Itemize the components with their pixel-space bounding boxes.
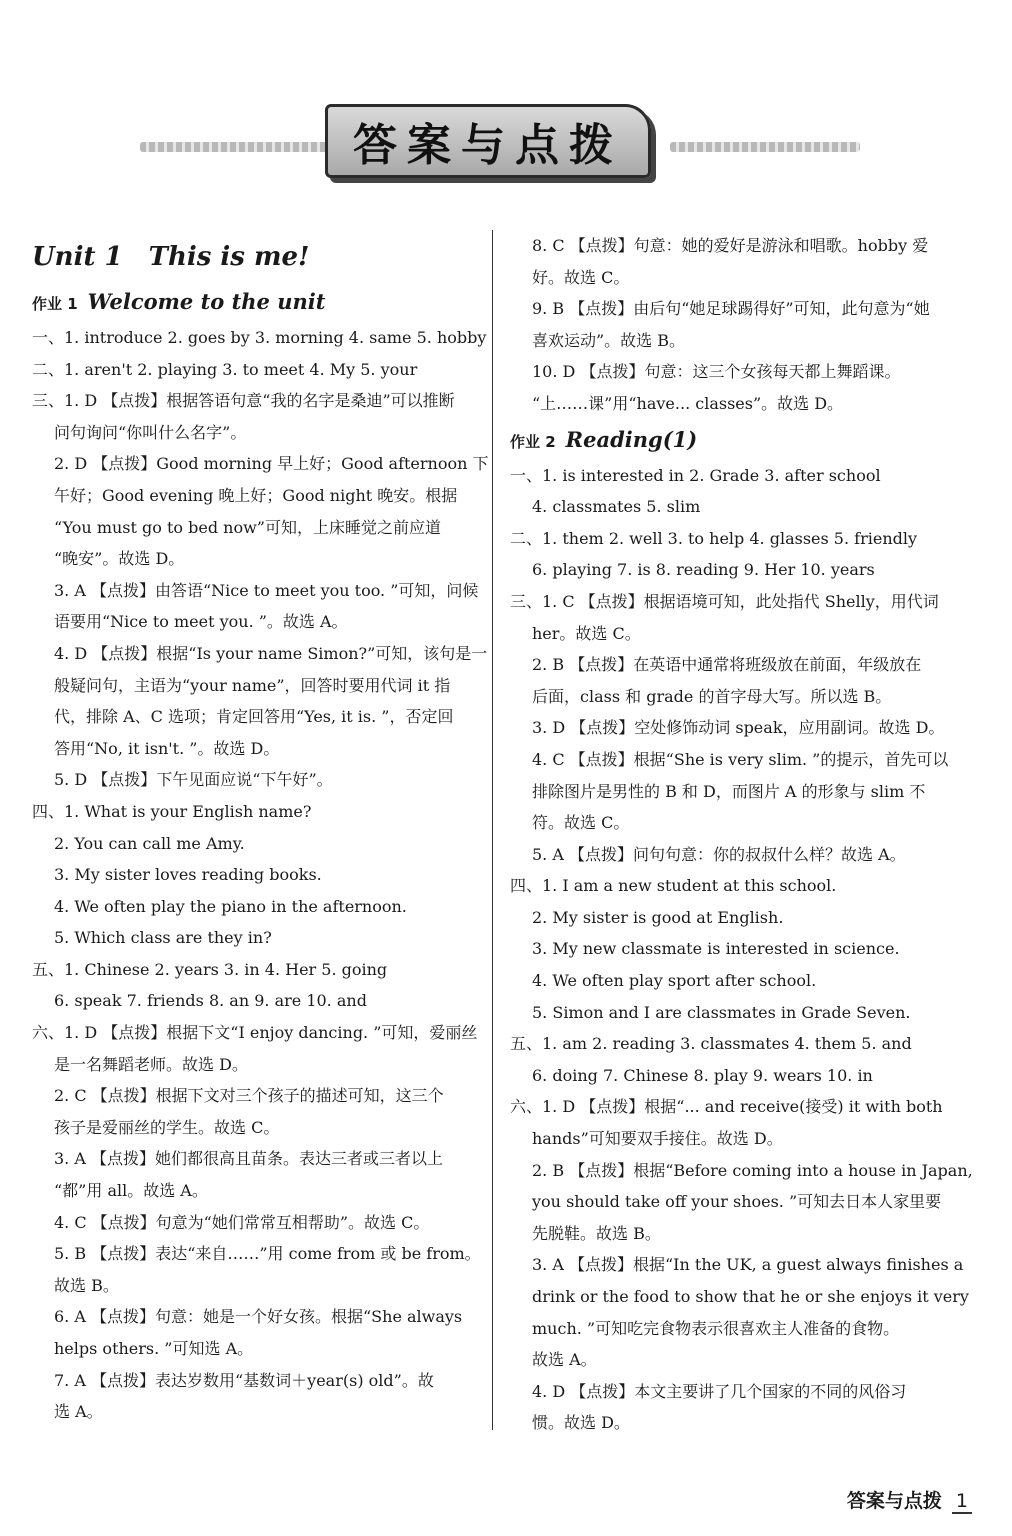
answer-line: 3. A 【点拨】根据“In the UK, a guest always finishes a [532, 1255, 964, 1275]
homework-label: 作业 1 [32, 295, 78, 313]
answer-line: 8. C 【点拨】句意：她的爱好是游泳和唱歌。hobby 爱 [532, 236, 929, 255]
answer-line: 3. A 【点拨】她们都很高且苗条。表达三者或三者以上 [54, 1149, 443, 1169]
answer-line: 语要用“Nice to meet you. ”。故选 A。 [54, 612, 348, 632]
answer-line: 好。故选 C。 [532, 267, 630, 287]
answer-line: 三、1. C 【点拨】根据语境可知，此处指代 Shelly，用代词 [510, 591, 939, 611]
answer-line: “都”用 all。故选 A。 [54, 1181, 208, 1201]
page-title: 答案与点拨 [353, 120, 623, 171]
homework-title: Welcome to the unit [87, 289, 326, 314]
answer-line: 二、1. them 2. well 3. to help 4. glasses 5. friendly [510, 528, 918, 548]
footer-label: 答案与点拨 [846, 1490, 942, 1512]
answer-line: 4. C 【点拨】根据“She is very slim. ”的提示，首先可以 [532, 749, 949, 769]
answer-line: 6. doing 7. Chinese 8. play 9. wears 10. in [532, 1065, 873, 1085]
page-number: 1 [952, 1490, 972, 1514]
answer-line: “You must go to bed now”可知，上床睡觉之前应道 [54, 517, 441, 537]
answer-line: 6. speak 7. friends 8. an 9. are 10. and [54, 991, 367, 1011]
banner-box [325, 104, 651, 178]
answer-line: 喜欢运动”。故选 B。 [532, 330, 686, 350]
right-column [510, 230, 973, 1439]
left-column [32, 230, 489, 1428]
column-divider [492, 230, 493, 1430]
unit-title [32, 232, 484, 282]
answer-line: 答用“No, it isn't. ”。故选 D。 [54, 738, 280, 758]
homework-heading [32, 282, 484, 322]
homework-label: 作业 2 [510, 432, 556, 451]
answer-line: 四、1. What is your English name? [32, 801, 312, 821]
answer-line: her。故选 C。 [532, 623, 641, 643]
page-footer [847, 1486, 972, 1514]
answer-line: 4. We often play sport after school. [532, 971, 817, 991]
answer-line: “晚安”。故选 D。 [54, 549, 185, 569]
answer-line: 4. D 【点拨】本文主要讲了几个国家的不同的风俗习 [532, 1381, 907, 1401]
answer-line: 2. B 【点拨】根据“Before coming into a house in Japan, [532, 1160, 973, 1180]
answer-line: 后面，class 和 grade 的首字母大写。所以选 B。 [532, 686, 892, 706]
answer-line: 二、1. aren't 2. playing 3. to meet 4. My 5. your [32, 359, 418, 379]
answer-line: you should take off your shoes. ”可知去日本人家里要 [532, 1192, 942, 1212]
unit-number: Unit 1 [32, 242, 123, 272]
answer-line: 2. D 【点拨】Good morning 早上好；Good afternoon 下 [54, 454, 489, 474]
answer-line: 选 A。 [54, 1402, 103, 1422]
answer-line: 2. B 【点拨】在英语中通常将班级放在前面，年级放在 [532, 655, 922, 675]
unit-name: This is me! [148, 242, 310, 272]
answer-line: 代，排除 A、C 选项；肯定回答用“Yes, it is. ”，否定回 [54, 707, 454, 727]
answer-line: 10. D 【点拨】句意：这三个女孩每天都上舞蹈课。 [532, 362, 901, 382]
answer-line: 是一名舞蹈老师。故选 D。 [54, 1054, 248, 1074]
answer-line: 9. B 【点拨】由后句“她足球踢得好”可知，此句意为“她 [532, 299, 930, 319]
answer-line: 五、1. am 2. reading 3. classmates 4. them 5. and [510, 1034, 912, 1054]
answer-line: 3. My sister loves reading books. [54, 865, 322, 885]
answer-line: 5. Which class are they in? [54, 928, 272, 948]
answer-line: 问句询问“你叫什么名字”。 [54, 422, 247, 442]
answer-line: 4. C 【点拨】句意为“她们常常互相帮助”。故选 C。 [54, 1212, 430, 1232]
answer-line: 6. A 【点拨】句意：她是一个好女孩。根据“She always [54, 1307, 463, 1327]
answer-line: 六、1. D 【点拨】根据“... and receive(接受) it with both [510, 1097, 943, 1117]
page-banner [140, 100, 860, 190]
answer-line: 般疑问句，主语为“your name”，回答时要用代词 it 指 [54, 675, 451, 695]
answer-line: 3. A 【点拨】由答语“Nice to meet you too. ”可知，问候 [54, 580, 479, 600]
answer-line: 4. We often play the piano in the afternoon. [54, 896, 407, 916]
banner-decor-right [670, 142, 860, 152]
answer-line: helps others. ”可知选 A。 [54, 1339, 254, 1358]
answer-line: 3. My new classmate is interested in science. [532, 939, 900, 959]
answer-line: 先脱鞋。故选 B。 [532, 1223, 661, 1243]
answer-line: 符。故选 C。 [532, 813, 630, 833]
answer-line: drink or the food to show that he or she enjoys it very [532, 1287, 969, 1306]
homework-heading [510, 420, 960, 460]
answer-line: “上……课”用“have... classes”。故选 D。 [532, 393, 844, 413]
answer-line: 故选 B。 [54, 1275, 119, 1295]
answer-line: 5. B 【点拨】表达“来自……”用 come from 或 be from。 [54, 1244, 481, 1264]
answer-line: 三、1. D 【点拨】根据答语句意“我的名字是桑迪”可以推断 [32, 391, 455, 411]
answer-line: much. ”可知吃完食物表示很喜欢主人准备的食物。 [532, 1318, 900, 1338]
answer-line: 7. A 【点拨】表达岁数用“基数词＋year(s) old”。故 [54, 1370, 434, 1390]
answer-line: 惯。故选 D。 [532, 1413, 630, 1433]
answer-line: 4. classmates 5. slim [532, 497, 701, 517]
answer-line: 午好；Good evening 晚上好；Good night 晚安。根据 [54, 485, 458, 505]
answer-line: 3. D 【点拨】空处修饰动词 speak，应用副词。故选 D。 [532, 718, 945, 738]
answer-line: 6. playing 7. is 8. reading 9. Her 10. years [532, 560, 875, 580]
answer-line: hands”可知要双手接住。故选 D。 [532, 1129, 783, 1149]
answer-line: 5. Simon and I are classmates in Grade Seven. [532, 1002, 911, 1022]
answer-line: 4. D 【点拨】根据“Is your name Simon?”可知，该句是一 [54, 643, 488, 663]
answer-line: 五、1. Chinese 2. years 3. in 4. Her 5. going [32, 959, 388, 979]
answer-line: 5. A 【点拨】问句句意：你的叔叔什么样？故选 A。 [532, 844, 906, 864]
answer-line: 一、1. is interested in 2. Grade 3. after school [510, 465, 881, 485]
answer-line: 六、1. D 【点拨】根据下文“I enjoy dancing. ”可知，爱丽丝 [32, 1023, 478, 1043]
answer-line: 2. You can call me Amy. [54, 833, 245, 853]
answer-line: 四、1. I am a new student at this school. [510, 876, 837, 896]
answer-line: 5. D 【点拨】下午见面应说“下午好”。 [54, 770, 333, 790]
answer-line: 2. My sister is good at English. [532, 907, 784, 927]
banner-decor-left [140, 142, 330, 152]
answer-line: 一、1. introduce 2. goes by 3. morning 4. same 5. hobby [32, 328, 487, 347]
answer-line: 故选 A。 [532, 1350, 597, 1370]
answer-line: 排除图片是男性的 B 和 D，而图片 A 的形象与 slim 不 [532, 781, 926, 801]
homework-title: Reading(1) [565, 426, 698, 452]
answer-line: 2. C 【点拨】根据下文对三个孩子的描述可知，这三个 [54, 1086, 444, 1106]
answer-line: 孩子是爱丽丝的学生。故选 C。 [54, 1117, 280, 1137]
